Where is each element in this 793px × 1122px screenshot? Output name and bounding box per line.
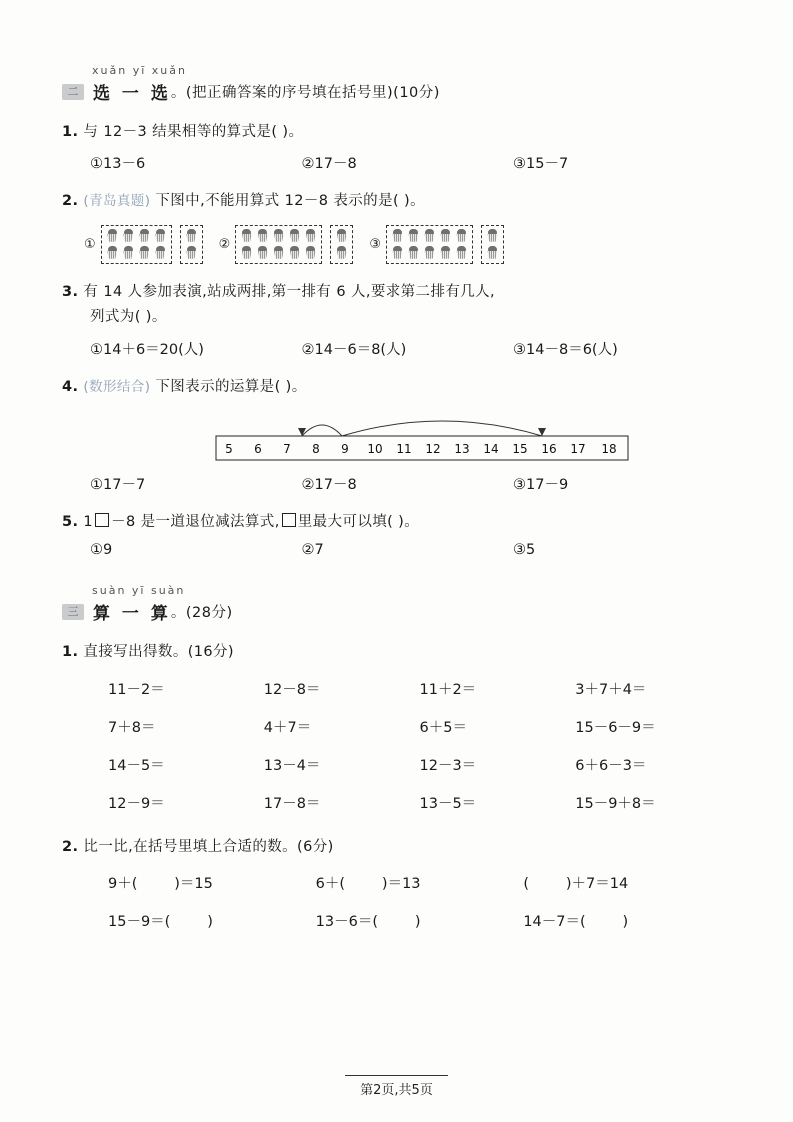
section-description: 。(把正确答案的序号填在括号里)(10分)	[170, 85, 440, 101]
calculation-grid	[62, 678, 731, 813]
cupcake-box-extra	[330, 225, 353, 264]
svg-text:13: 13	[454, 441, 470, 456]
question-number: 1.	[62, 124, 79, 140]
cupcake-box-extra	[481, 225, 504, 264]
question-tag: (青岛真题)	[83, 193, 151, 210]
svg-text:16: 16	[541, 441, 557, 456]
calc-item[interactable]: 14－5＝	[108, 757, 165, 774]
cupcake-figure	[62, 225, 731, 264]
question-body: 比一比,在括号里填上合适的数。(6分)	[83, 838, 334, 855]
svg-text:14: 14	[483, 441, 499, 456]
question-2-4	[62, 375, 731, 494]
option-3[interactable]: ③15－7	[513, 156, 569, 173]
question-2-2	[62, 189, 731, 263]
question-text	[62, 120, 731, 145]
calc-item[interactable]: 3＋7＋4＝	[575, 681, 647, 698]
option-2[interactable]: ②17－8	[301, 156, 357, 173]
question-text	[62, 280, 731, 305]
svg-text:15: 15	[512, 441, 528, 456]
option-row	[62, 473, 731, 494]
cupcake-box-main	[101, 225, 172, 264]
cupcake-group-3	[369, 225, 504, 264]
fill-blank-grid	[62, 872, 731, 931]
svg-text:6: 6	[254, 441, 262, 456]
option-1[interactable]: ①14＋6＝20(人)	[90, 341, 204, 358]
option-2[interactable]: ②14－6＝8(人)	[301, 341, 407, 358]
option-3[interactable]: ③14－8＝6(人)	[513, 341, 618, 358]
question-text	[62, 375, 731, 400]
question-body: 直接写出得数。(16分)	[83, 644, 234, 661]
option-2[interactable]: ②17－8	[301, 476, 357, 493]
section-badge: 三	[62, 604, 84, 620]
pinyin-label: suàn yī suàn	[92, 584, 186, 598]
svg-text:12: 12	[425, 441, 441, 456]
calc-item[interactable]: 13－5＝	[419, 795, 477, 812]
option-3[interactable]: ③5	[513, 542, 536, 559]
section-header-choose	[62, 64, 731, 104]
cupcake-box-main	[386, 225, 473, 264]
calc-item[interactable]: 12－9＝	[108, 795, 165, 812]
blank-square-icon[interactable]	[95, 513, 109, 527]
question-3-1	[62, 640, 731, 812]
question-body-c: 里最大可以填( )。	[297, 513, 420, 530]
question-number: 5.	[62, 513, 79, 530]
question-number: 1.	[62, 644, 79, 661]
cupcake-box-main	[235, 225, 322, 264]
question-2-3	[62, 280, 731, 359]
pinyin-label: xuǎn yī xuǎn	[92, 64, 187, 77]
svg-text:10: 10	[367, 441, 383, 456]
question-text-cont: 列式为( )。	[90, 309, 167, 326]
question-text	[62, 510, 731, 535]
section-title: 算 一 算	[93, 604, 171, 625]
calc-item[interactable]: 15－9＋8＝	[575, 795, 656, 812]
cupcake-group-2	[219, 225, 354, 264]
calc-item[interactable]: 7＋8＝	[108, 719, 156, 736]
question-tag: (数形结合)	[83, 378, 151, 395]
calc-item[interactable]: 17－8＝	[263, 795, 321, 812]
svg-text:9: 9	[341, 441, 349, 456]
option-row	[62, 338, 731, 359]
question-2-5	[62, 510, 731, 558]
question-number: 2.	[62, 838, 79, 855]
question-body-a: 1	[83, 513, 94, 530]
option-row	[62, 542, 731, 558]
option-3[interactable]: ③17－9	[513, 476, 569, 493]
fill-item[interactable]: 6＋( )＝13	[315, 876, 421, 892]
question-number: 2.	[62, 193, 79, 210]
question-body: 有 14 人参加表演,站成两排,第一排有 6 人,要求第二排有几人,	[83, 283, 496, 300]
question-body: 下图中,不能用算式 12－8 表示的是( )。	[155, 193, 426, 210]
section-title: 选 一 选	[93, 84, 171, 104]
calc-item[interactable]: 15－6－9＝	[575, 719, 656, 736]
question-text	[62, 835, 731, 860]
option-1[interactable]: ①9	[90, 542, 113, 559]
question-text	[62, 189, 731, 214]
number-line-svg	[212, 406, 632, 464]
blank-square-icon-2[interactable]	[282, 513, 296, 527]
question-body-b: －8 是一道退位减法算式,	[111, 513, 280, 530]
cupcake-group-1	[84, 225, 203, 264]
svg-text:5: 5	[225, 441, 233, 456]
calc-item[interactable]: 12－8＝	[263, 681, 321, 698]
svg-text:18: 18	[601, 441, 617, 456]
group-index: ③	[369, 236, 381, 252]
calc-item[interactable]: 6＋6－3＝	[575, 757, 647, 774]
group-index: ②	[218, 236, 231, 252]
question-body: 下图表示的运算是( )。	[155, 378, 307, 395]
calc-item[interactable]: 11－2＝	[108, 681, 165, 698]
question-3-2	[62, 835, 731, 931]
fill-item[interactable]: 15－9＝( )	[108, 914, 213, 930]
page-footer: 第2页,共5页	[360, 1083, 433, 1098]
section-header-calculate	[62, 584, 731, 624]
calc-item[interactable]: 4＋7＝	[263, 719, 312, 736]
section-description: 。(28分)	[170, 605, 233, 622]
svg-text:17: 17	[570, 441, 586, 456]
question-2-1	[62, 120, 731, 173]
group-index: ①	[84, 236, 96, 252]
calc-item[interactable]: 11＋2＝	[419, 681, 477, 698]
question-number: 3.	[62, 283, 79, 300]
fill-item[interactable]: 13－6＝( )	[315, 914, 421, 930]
footer-divider	[345, 1075, 448, 1076]
svg-text:8: 8	[312, 441, 320, 456]
svg-text:11: 11	[396, 441, 412, 456]
number-line-figure	[62, 406, 731, 466]
option-row	[62, 152, 731, 173]
option-1[interactable]: ①17－7	[90, 476, 146, 493]
calc-item[interactable]: 13－4＝	[263, 757, 321, 774]
calc-item[interactable]: 12－3＝	[419, 757, 477, 774]
fill-item[interactable]: ( )＋7＝14	[523, 876, 629, 892]
question-number: 4.	[62, 378, 79, 395]
option-1[interactable]: ①13－6	[90, 156, 146, 173]
question-text	[62, 640, 731, 665]
question-body: 与 12－3 结果相等的算式是( )。	[83, 124, 304, 140]
svg-text:7: 7	[283, 441, 291, 456]
section-badge: 二	[62, 84, 84, 100]
option-2[interactable]: ②7	[301, 542, 324, 559]
fill-item[interactable]: 9＋( )＝15	[108, 876, 213, 892]
fill-item[interactable]: 14－7＝( )	[523, 914, 629, 930]
cupcake-box-extra	[180, 225, 203, 264]
calc-item[interactable]: 6＋5＝	[419, 719, 467, 736]
